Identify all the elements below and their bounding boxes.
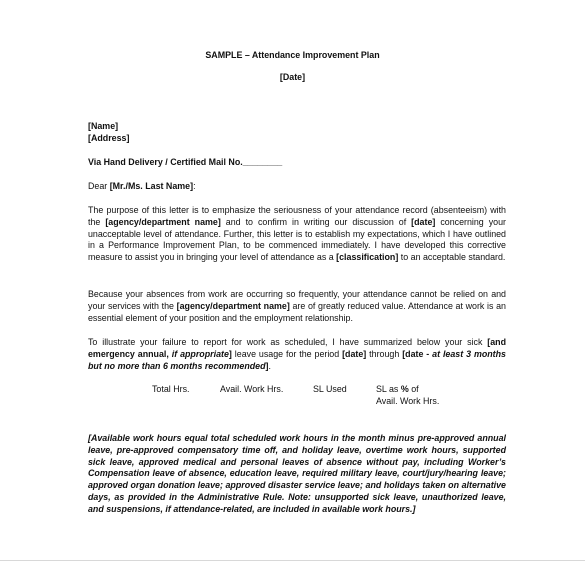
para3-bold-2: ]: [228, 348, 232, 359]
column-total-hours: Total Hrs.: [152, 384, 190, 394]
salutation: [88, 181, 506, 193]
delivery-line: Via Hand Delivery / Certified Mail No.________: [88, 157, 283, 167]
sl-percent-suffix: of: [408, 384, 419, 394]
para1-agency: [agency/department name]: [105, 216, 221, 227]
page-divider: [0, 560, 585, 561]
para1-text-3: concerning your unacceptable level of attendance. Further, this letter is to establish my expectations, which I have outlined in a Performance Improvement Plan, to be commenced immediately. I have developed this corrective measure to assist you in bringing your level of attendance as a: [88, 216, 506, 263]
document-date: [Date]: [279, 72, 306, 82]
column-sick-leave-percent: [376, 384, 439, 408]
para3-bold-1: [and emergency annual,: [88, 337, 506, 359]
paragraph-summary-intro: [88, 337, 506, 372]
document-title: SAMPLE – Attendance Improvement Plan: [205, 50, 380, 60]
column-sick-leave-used: SL Used: [313, 384, 347, 394]
para1-date: [date]: [411, 216, 436, 227]
para3-bold-5: ]: [265, 360, 269, 371]
available-hours-note: [Available work hours equal total scheduled work hours in the month minus pre-approved annual leave, pre-approved compensatory time off, and holiday leave, overtime work hours, supported sick leave, approved medical and personal leaves of absence without pay, including Worker’s Compensation leave of absence, education leave, required military leave, court/jury/hearing leave; approved organ donation leave; approved disaster service leave; and holidays taken on alternative days, as provided in the Administrative Rule. Note: unsupported sick leave, unauthorized leave, and suspensions, if attendance-related, are included in available work hours.]: [88, 433, 506, 514]
sl-percent-symbol: %: [400, 384, 409, 394]
para3-text-4: .: [268, 360, 271, 371]
paragraph-absences: [88, 289, 506, 324]
recipient-address: [Address]: [88, 132, 130, 143]
para2-text-1: Because your absences from work are occurring so frequently, your attendance cannot be relied on and your services with the: [88, 289, 506, 311]
column-available-work-hours: Avail. Work Hrs.: [220, 384, 284, 394]
para2-agency: [agency/department name]: [176, 300, 290, 311]
para3-date-start: [date]: [342, 348, 367, 359]
para3-text-2: leave usage for the period: [231, 348, 343, 359]
sl-percent-line-2: Avail. Work Hrs.: [376, 395, 440, 406]
sl-percent-line-1: [376, 384, 439, 396]
summary-columns: [0, 384, 585, 412]
para1-text-4: to an acceptable standard.: [398, 252, 506, 263]
recipient-block: [88, 121, 506, 145]
para2-text-2: are of greatly reduced value. Attendance at work is an essential element of your position and the employment relationship.: [88, 300, 506, 323]
para3-italic-1: if appropriate: [171, 348, 229, 359]
para3-text-1: To illustrate your failure to report for work as scheduled, I have summarized below your sick: [88, 337, 488, 347]
para3-text-3: through: [366, 348, 403, 359]
salutation-suffix: :: [193, 181, 196, 191]
recipient-name: [Name]: [88, 121, 119, 131]
salutation-prefix: Dear: [88, 181, 110, 191]
para1-classification: [classification]: [336, 252, 399, 263]
paragraph-purpose: [88, 205, 506, 264]
para1-text-2: and to confirm in writing our discussion of: [220, 216, 412, 227]
sl-percent-prefix: SL as: [376, 384, 401, 394]
para1-text-1: The purpose of this letter is to emphasize the seriousness of your attendance record (absenteeism) with the: [88, 205, 506, 227]
para3-date-end: [date -: [402, 348, 433, 359]
salutation-name: [Mr./Ms. Last Name]: [109, 181, 194, 191]
para3-italic-2: at least 3 months but no more than 6 months recommended: [88, 348, 506, 371]
